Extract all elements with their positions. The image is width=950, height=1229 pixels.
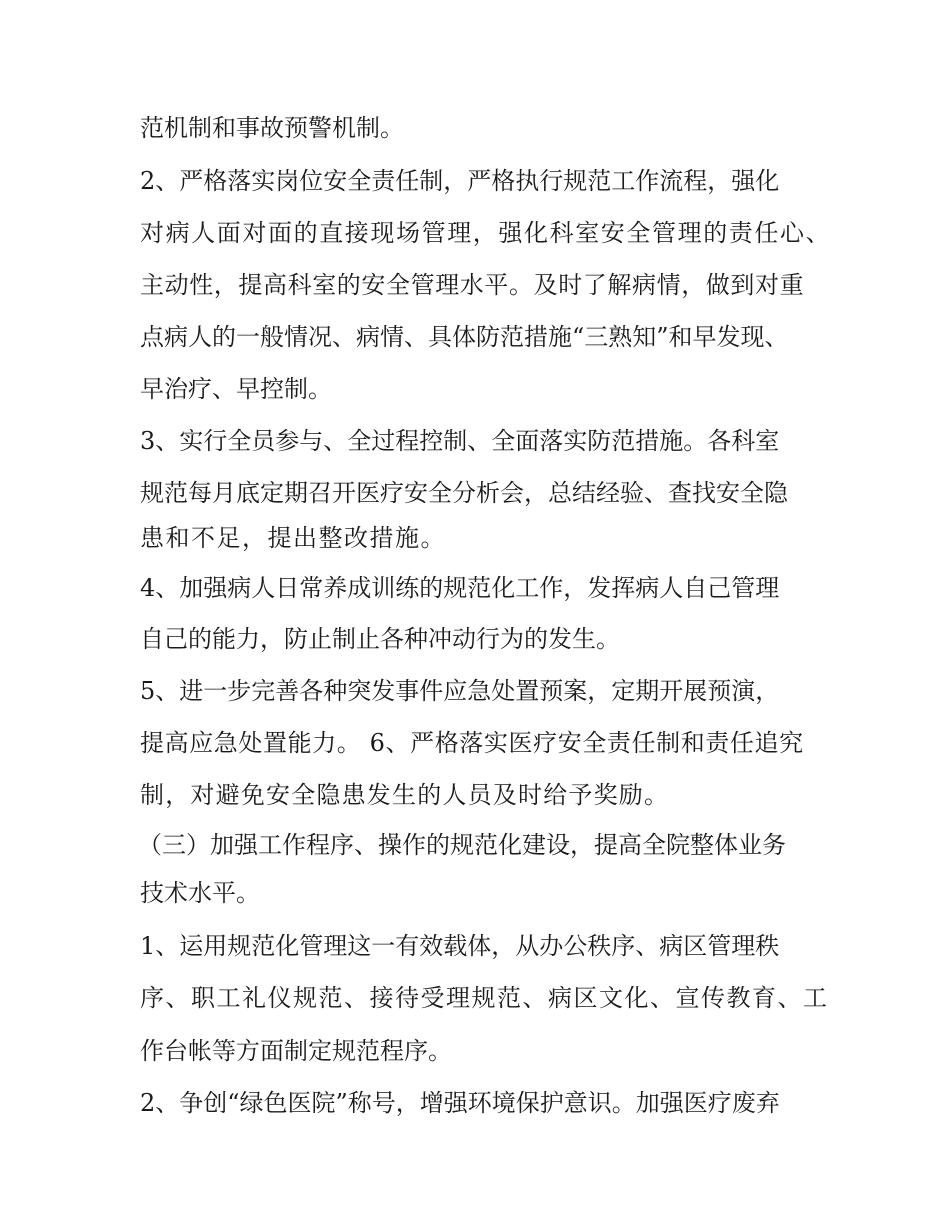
paragraph-line: 序、职工礼仪规范、接待受理规范、病区文化、宣传教育、工 (140, 984, 829, 1012)
paragraph-line: 自己的能力，防止制止各种冲动行为的发生。 (140, 625, 620, 653)
paragraph-line: 范机制和事故预警机制。 (140, 114, 404, 142)
paragraph-line: 主动性，提高科室的安全管理水平。及时了解病情，做到对重 (140, 271, 805, 299)
paragraph-line: 提高应急处置能力。 6、严格落实医疗安全责任制和责任追究 (140, 729, 804, 757)
paragraph-line: 3、实行全员参与、全过程控制、全面落实防范措施。各科室 (140, 427, 780, 455)
paragraph-line: 制，对避免安全隐患发生的人员及时给予奖励。 (140, 781, 670, 809)
section-heading-line: （三）加强工作程序、操作的规范化建设，提高全院整体业务 (138, 831, 786, 859)
paragraph-line: 2、争创“绿色医院”称号，增强环境保护意识。加强医疗废弃 (140, 1089, 780, 1117)
paragraph-line: 对病人面对面的直接现场管理，强化科室安全管理的责任心、 (140, 219, 832, 247)
paragraph-line: 1、运用规范化管理这一有效载体，从办公秩序、病区管理秩 (140, 932, 780, 960)
paragraph-line: 2、严格落实岗位安全责任制，严格执行规范工作流程，强化 (140, 167, 780, 195)
paragraph-line: 早治疗、早控制。 (140, 375, 332, 403)
paragraph-line: 点病人的一般情况、病情、具体防范措施“三熟知”和早发现、 (140, 323, 789, 351)
paragraph-line: 4、加强病人日常养成训练的规范化工作，发挥病人自己管理 (140, 574, 780, 602)
paragraph-line: 规范每月底定期召开医疗安全分析会，总结经验、查找安全隐 (140, 479, 788, 507)
section-heading-line: 技术水平。 (140, 879, 260, 907)
paragraph-line: 5、进一步完善各种突发事件应急处置预案，定期开展预演， (140, 677, 780, 705)
paragraph-line: 患和不足，提出整改措施。 (140, 524, 446, 552)
paragraph-line: 作台帐等方面制定规范程序。 (140, 1037, 452, 1065)
